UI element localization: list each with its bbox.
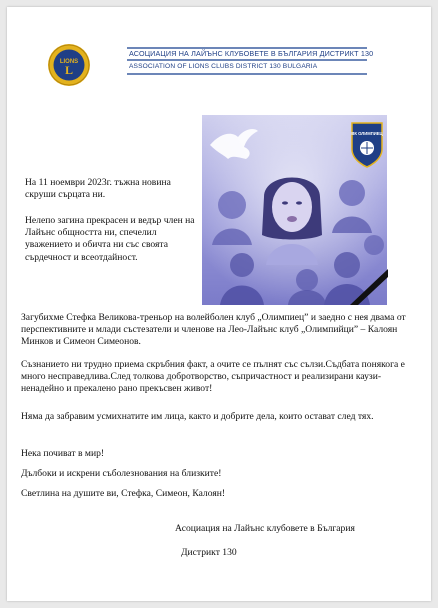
body-paragraph-4: Нека почиват в мир! — [21, 448, 105, 459]
intro-paragraph-1: На 11 ноември 2023г. тъжна новина скруши сърцата ни. — [25, 177, 171, 201]
svg-text:LIONS: LIONS — [59, 59, 79, 65]
body-paragraph-2: Съзнанието ни трудно приема скръбния факт, а очите се пълнят със сълзи.Съдбата понякога е много несправедлива.След толкова добротворство, съпричастност и реализирани каузи-ненадейно и прекалено рано прекъсвен живот! — [21, 359, 405, 395]
signature-organization: Асоциация на Лайънс клубовете в България — [175, 523, 355, 534]
intro-paragraph-2: Нелепо загина прекрасен и ведър член на Лайънс общността ни, спечелил уважението и обичта ни със своята сърдечност и всеотдайност. — [25, 215, 195, 263]
body-paragraph-6: Светлина на душите ви, Стефка, Симеон, Калоян! — [21, 488, 226, 499]
body-paragraph-3: Няма да забравим усмихнатите им лица, както и добрите дела, които остават след тях. — [21, 411, 374, 422]
body-paragraph-5: Дълбоки и искрени съболезнования на близките! — [21, 468, 222, 479]
letter-page — [7, 7, 431, 601]
body-paragraph-1: Загубихме Стефка Великова-треньор на волейболен клуб „Олимпиец” и заедно с нея двама от перспективните и млади състезатели и членове на Лео-Лайънс клуб „Олимпийци” – Калоян Минков и Симеон Симеонов. — [21, 312, 406, 348]
header-rule-bottom — [127, 73, 367, 75]
header-title-bg: АСОЦИАЦИЯ НА ЛАЙЪНС КЛУБОВЕТЕ В БЪЛГАРИЯ ДИСТРИКТ 130 — [129, 49, 374, 58]
mourning-ribbon-icon — [350, 269, 388, 305]
signature-district: Дистрикт 130 — [181, 547, 237, 558]
header-title-en: ASSOCIATION OF LIONS CLUBS DISTRICT 130 BULGARIA — [129, 63, 318, 70]
svg-text:ВК ОЛИМПИЕЦ: ВК ОЛИМПИЕЦ — [351, 131, 383, 136]
lions-logo-icon — [47, 43, 91, 87]
svg-text:L: L — [64, 63, 74, 77]
header-rule-middle — [127, 59, 367, 61]
